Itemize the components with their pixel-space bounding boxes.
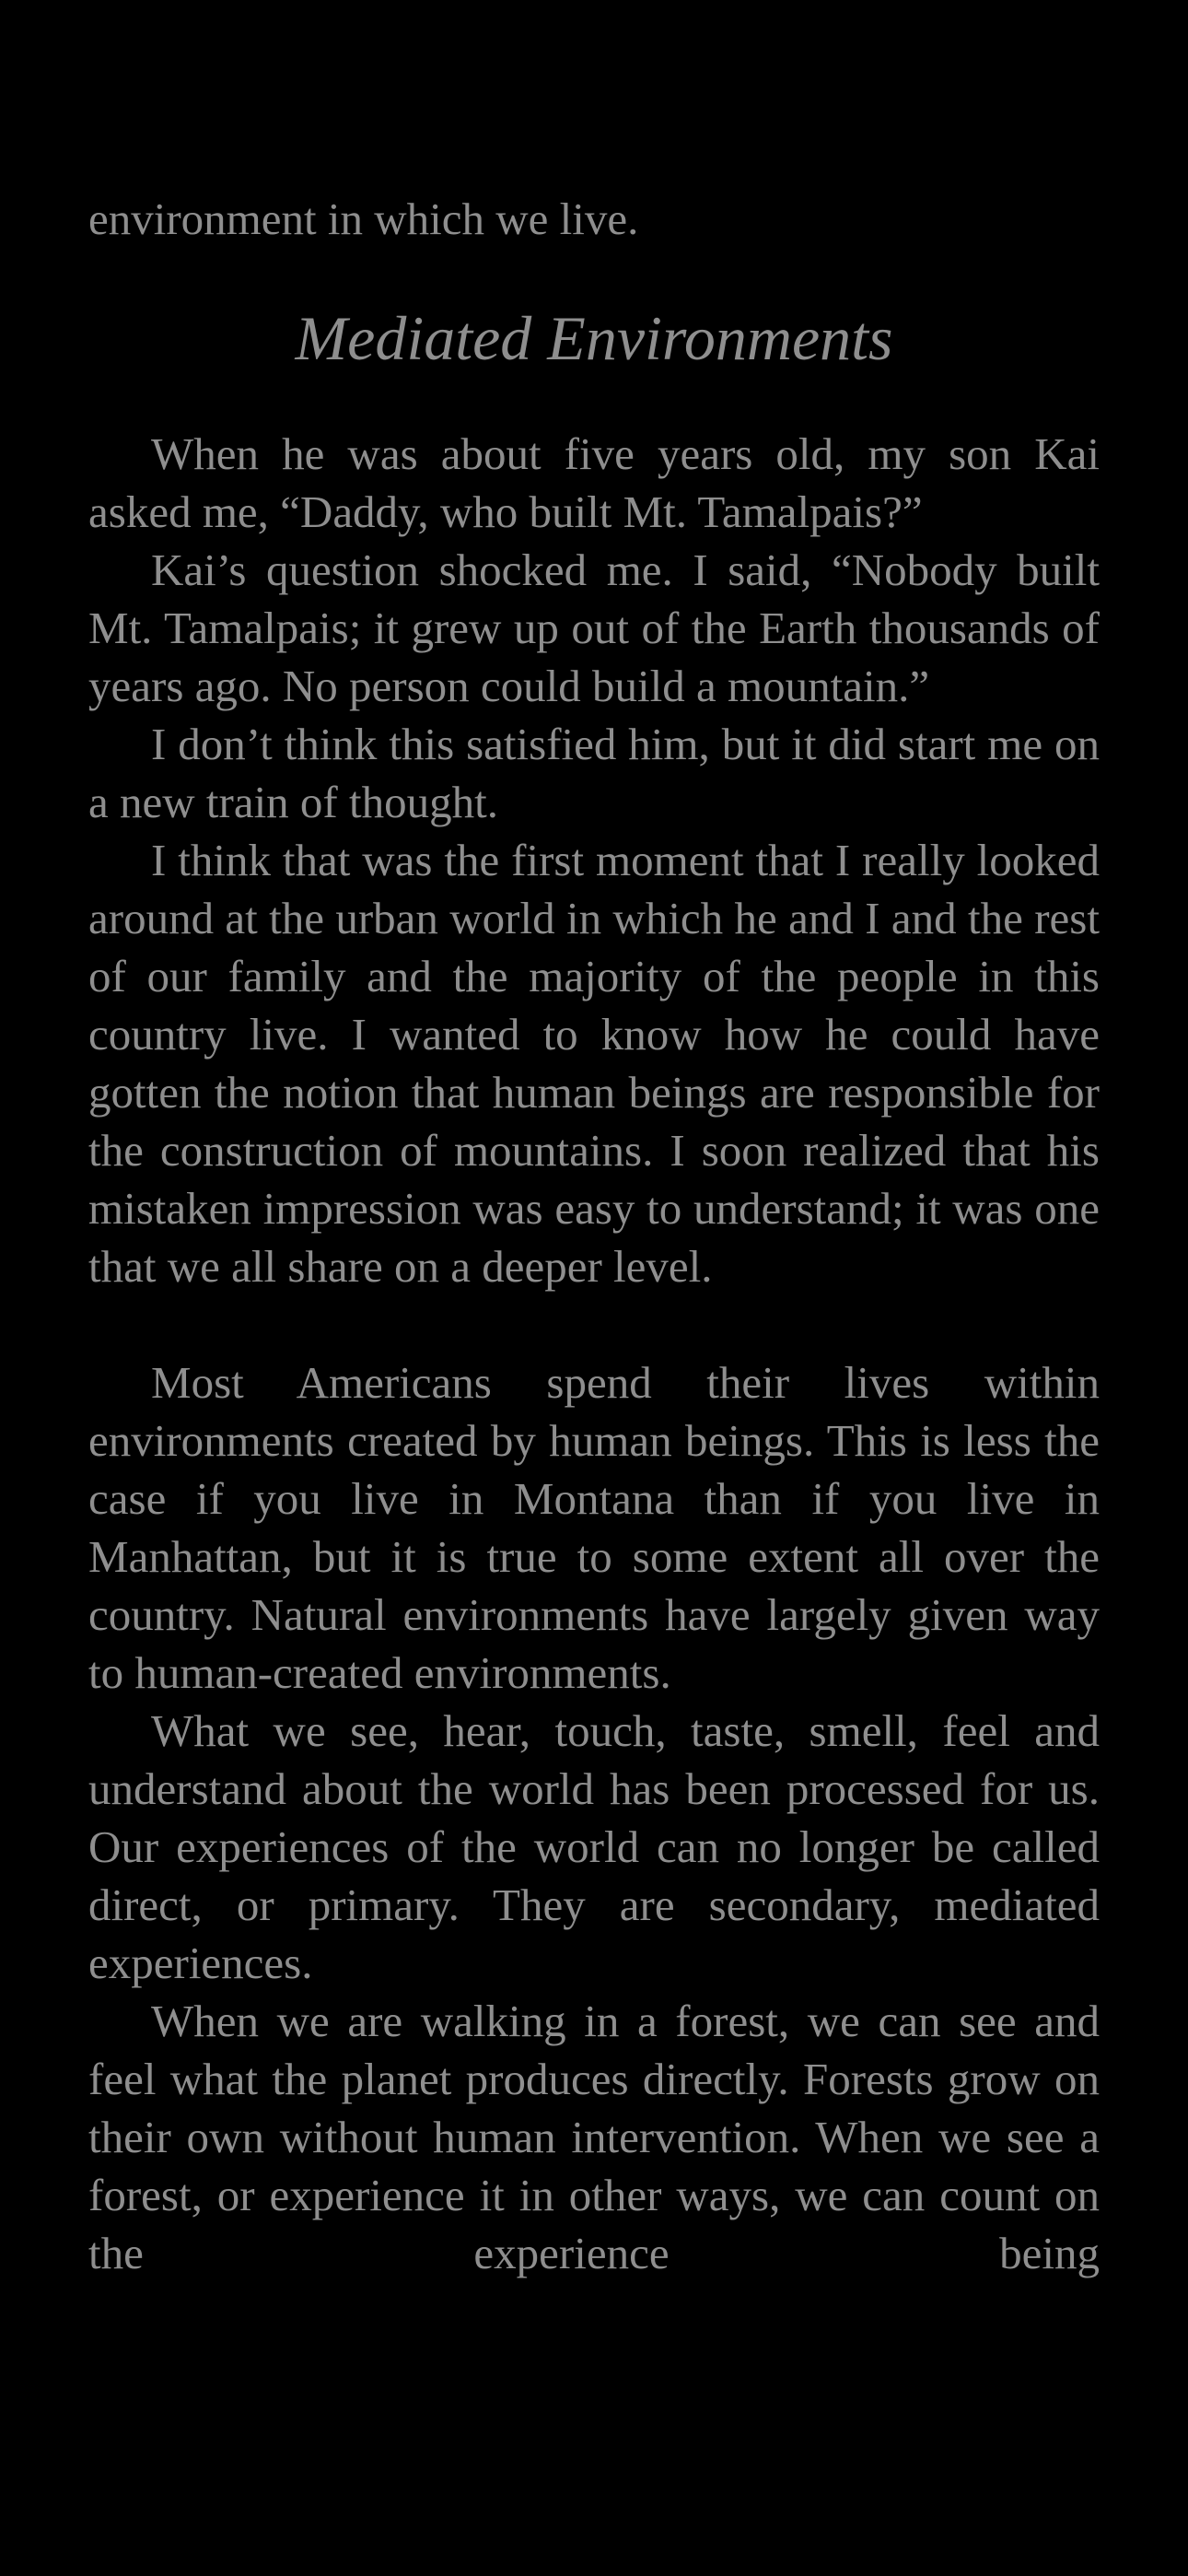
paragraph: Most Americans spend their lives within environments created by human beings. This is less the case if you live in Montana than if you live in Manhattan, but it is true to some extent all over the country. Natural environments have largely given way to human-created environments. xyxy=(88,1357,1100,1698)
paragraph: When he was about five years old, my son Kai asked me, “Daddy, who built Mt. Tamalpais?” xyxy=(88,428,1100,537)
paragraph: Kai’s question shocked me. I said, “Nobody built Mt. Tamalpais; it grew up out of the Earth thousands of years ago. No person could build a mountain.” xyxy=(88,544,1100,711)
section-heading: Mediated Environments xyxy=(295,303,893,373)
section-break xyxy=(88,1295,1100,1353)
paragraph: What we see, hear, touch, taste, smell, feel and understand about the world has been processed for us. Our experiences of the world can no longer be called direct, or primary. They are secondary, mediated experiences. xyxy=(88,1705,1100,1988)
paragraph-continued: When we are walking in a forest, we can see and feel what the planet produces directly. Forests grow on their own without human intervention. When we see a forest, or experience it in other ways, we can count on the experience being xyxy=(88,1996,1100,2278)
lead-in-text: environment in which we live. xyxy=(88,193,639,244)
paragraph: I think that was the first moment that I really looked around at the urban world in which he and I and the rest of our family and the majority of the people in this country live. I wanted to know how he could have gotten the notion that human beings are responsible for the construction of mountains. I soon realized that his mistaken impression was easy to understand; it was one that we all share on a deeper level. xyxy=(88,835,1100,1292)
paragraph: I don’t think this satisfied him, but it did start me on a new train of thought. xyxy=(88,719,1100,827)
reader-page[interactable] xyxy=(88,190,1100,2282)
